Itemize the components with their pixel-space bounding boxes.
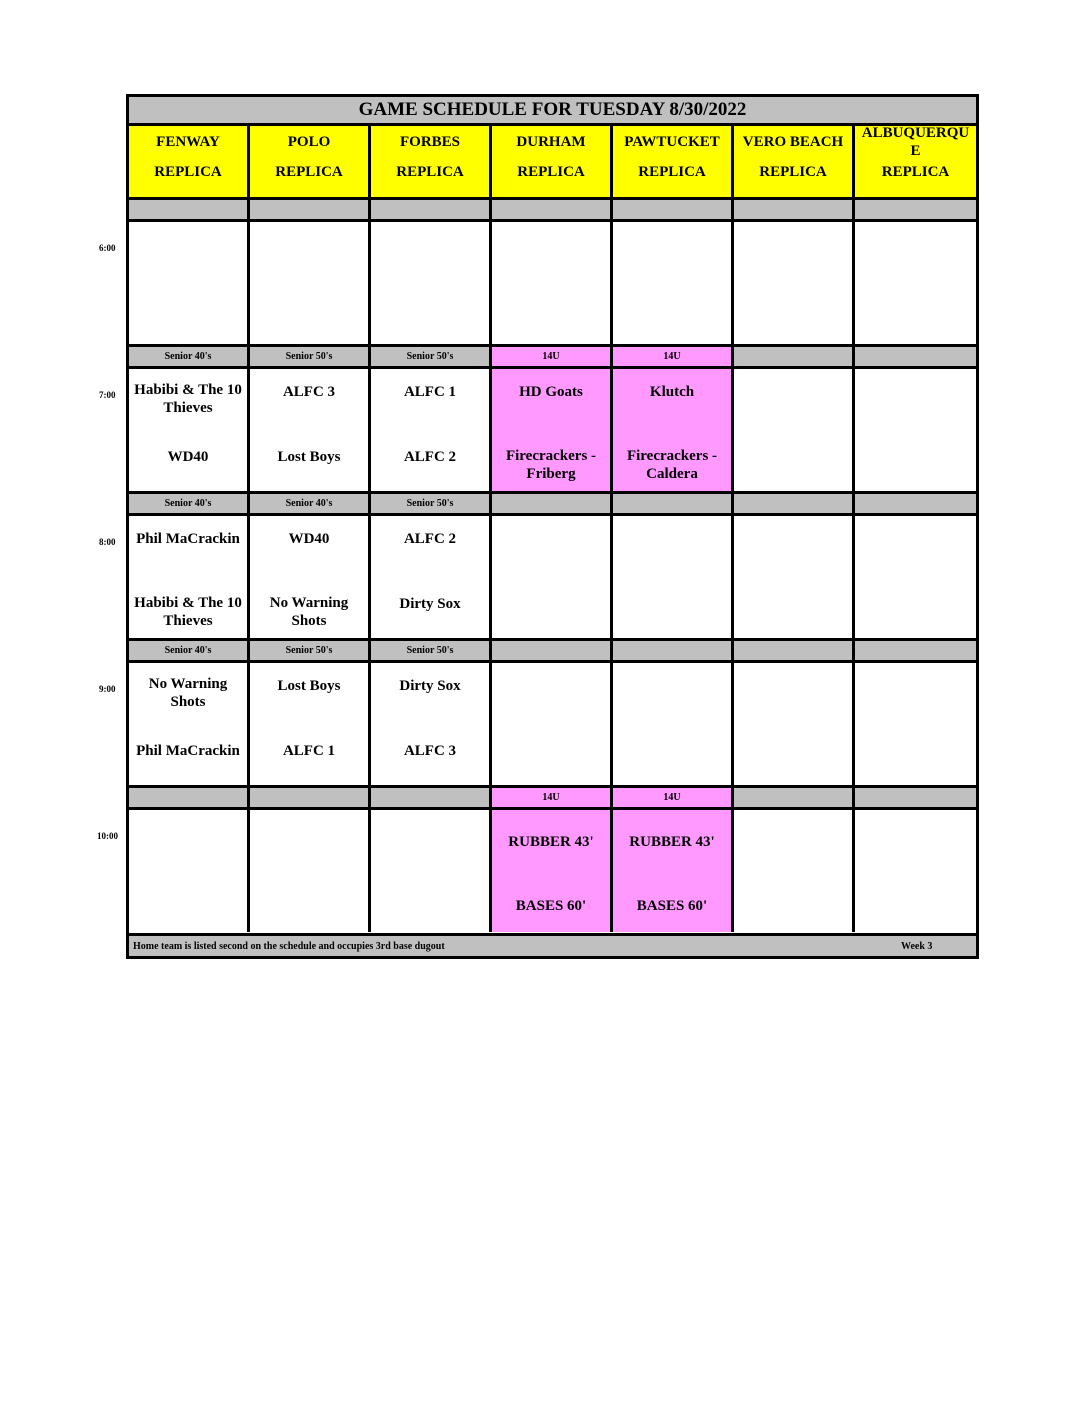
schedule-title: GAME SCHEDULE FOR TUESDAY 8/30/2022	[129, 97, 976, 126]
division-label	[250, 788, 371, 807]
game-cell	[371, 369, 492, 491]
game-cell	[371, 810, 492, 932]
division-label: 14U	[492, 788, 613, 807]
game-cell	[492, 222, 613, 344]
game-cell	[492, 516, 613, 638]
home-team: Phil MaCrackin	[136, 743, 240, 759]
division-label	[492, 494, 613, 513]
game-cell	[855, 369, 976, 491]
game-cell	[129, 369, 250, 491]
division-label	[250, 200, 371, 219]
away-team: Dirty Sox	[399, 678, 461, 694]
field-type: REPLICA	[517, 164, 585, 180]
time-slot-row	[129, 222, 976, 344]
division-label	[371, 200, 492, 219]
field-name: FORBES	[399, 134, 460, 150]
time-label: 9:00	[99, 684, 116, 694]
home-team: No Warning Shots	[269, 595, 349, 629]
division-label	[734, 788, 855, 807]
game-cell	[371, 516, 492, 638]
field-header	[734, 126, 855, 197]
field-header	[855, 126, 976, 197]
away-team: ALFC 3	[282, 384, 336, 400]
division-label	[492, 641, 613, 660]
game-cell	[855, 663, 976, 785]
game-cell	[129, 516, 250, 638]
division-label: 14U	[613, 347, 734, 366]
division-label	[734, 347, 855, 366]
home-team: BASES 60'	[515, 898, 587, 914]
field-name: FENWAY	[156, 134, 220, 150]
division-label	[734, 494, 855, 513]
time-label: 6:00	[99, 243, 116, 253]
home-team: ALFC 2	[403, 449, 457, 465]
game-cell	[613, 516, 734, 638]
field-header	[250, 126, 371, 197]
time-slot-row	[129, 663, 976, 785]
division-label: Senior 50's	[250, 641, 371, 660]
game-cell	[855, 516, 976, 638]
field-type: REPLICA	[154, 164, 222, 180]
division-label: Senior 40's	[129, 494, 250, 513]
game-cell	[129, 222, 250, 344]
game-cell	[734, 222, 855, 344]
field-type: REPLICA	[881, 164, 950, 180]
division-label	[734, 641, 855, 660]
division-label	[613, 641, 734, 660]
division-label: 14U	[613, 788, 734, 807]
game-cell	[855, 222, 976, 344]
week-label: Week 3	[901, 941, 933, 952]
field-name: PAWTUCKET	[624, 134, 720, 150]
game-cell	[250, 516, 371, 638]
division-label	[734, 200, 855, 219]
division-label: Senior 40's	[129, 347, 250, 366]
division-label: Senior 50's	[371, 494, 492, 513]
home-team: ALFC 1	[282, 743, 336, 759]
time-slot-row	[129, 369, 976, 491]
division-label	[855, 494, 976, 513]
away-team: Lost Boys	[277, 678, 341, 694]
division-label: Senior 50's	[371, 641, 492, 660]
field-name: POLO	[287, 134, 331, 150]
division-label	[855, 347, 976, 366]
division-label: Senior 50's	[250, 347, 371, 366]
game-cell	[613, 810, 734, 932]
field-name: ALBUQUERQUE	[861, 125, 970, 159]
field-header	[371, 126, 492, 197]
home-team: Dirty Sox	[399, 596, 461, 612]
division-label: Senior 40's	[129, 641, 250, 660]
division-band	[129, 785, 976, 810]
home-team: WD40	[167, 449, 209, 465]
game-cell	[250, 222, 371, 344]
division-label	[855, 200, 976, 219]
division-label: 14U	[492, 347, 613, 366]
field-header-row	[129, 126, 976, 197]
division-label	[129, 788, 250, 807]
home-team-note: Home team is listed second on the schedule and occupies 3rd base dugout	[133, 941, 445, 952]
home-team: Lost Boys	[277, 449, 341, 465]
division-label	[855, 788, 976, 807]
field-type: REPLICA	[396, 164, 464, 180]
game-cell	[613, 663, 734, 785]
game-cell	[492, 810, 613, 932]
game-cell	[613, 369, 734, 491]
division-label: Senior 50's	[371, 347, 492, 366]
away-team: ALFC 1	[403, 384, 457, 400]
field-header	[492, 126, 613, 197]
game-cell	[492, 663, 613, 785]
away-team: WD40	[288, 531, 330, 547]
away-team: RUBBER 43'	[508, 834, 594, 850]
field-header	[613, 126, 734, 197]
away-team: No Warning Shots	[148, 676, 228, 710]
schedule-table	[126, 94, 979, 959]
field-type: REPLICA	[275, 164, 343, 180]
field-header	[129, 126, 250, 197]
game-cell	[734, 369, 855, 491]
time-label: 7:00	[99, 390, 116, 400]
home-team: ALFC 3	[403, 743, 457, 759]
division-band	[129, 491, 976, 516]
away-team: RUBBER 43'	[629, 834, 715, 850]
division-label: Senior 40's	[250, 494, 371, 513]
away-team: Habibi & The 10 Thieves	[134, 382, 242, 416]
division-band	[129, 638, 976, 663]
game-cell	[371, 222, 492, 344]
field-type: REPLICA	[759, 164, 827, 180]
away-team: Klutch	[649, 384, 695, 400]
division-label	[613, 200, 734, 219]
game-cell	[250, 369, 371, 491]
field-type: REPLICA	[638, 164, 706, 180]
game-cell	[613, 222, 734, 344]
time-slot-row	[129, 810, 976, 932]
game-cell	[129, 810, 250, 932]
home-team: BASES 60'	[636, 898, 708, 914]
field-name: VERO BEACH	[742, 134, 844, 150]
time-slot-row	[129, 516, 976, 638]
division-label	[371, 788, 492, 807]
time-label: 8:00	[99, 537, 116, 547]
game-cell	[250, 663, 371, 785]
home-team: Habibi & The 10 Thieves	[134, 595, 242, 629]
game-cell	[129, 663, 250, 785]
time-label: 10:00	[97, 831, 118, 841]
schedule-footer	[129, 933, 976, 956]
game-cell	[371, 663, 492, 785]
game-cell	[250, 810, 371, 932]
game-cell	[734, 516, 855, 638]
division-band	[129, 344, 976, 369]
division-label	[129, 200, 250, 219]
away-team: HD Goats	[519, 384, 583, 400]
game-cell	[734, 663, 855, 785]
division-label	[855, 641, 976, 660]
field-name: DURHAM	[516, 134, 586, 150]
division-label	[492, 200, 613, 219]
division-label	[613, 494, 734, 513]
division-band	[129, 197, 976, 222]
away-team: ALFC 2	[403, 531, 457, 547]
game-cell	[734, 810, 855, 932]
game-cell	[492, 369, 613, 491]
home-team: Firecrackers - Friberg	[505, 448, 597, 482]
away-team: Phil MaCrackin	[136, 531, 240, 547]
game-cell	[855, 810, 976, 932]
home-team: Firecrackers - Caldera	[626, 448, 718, 482]
